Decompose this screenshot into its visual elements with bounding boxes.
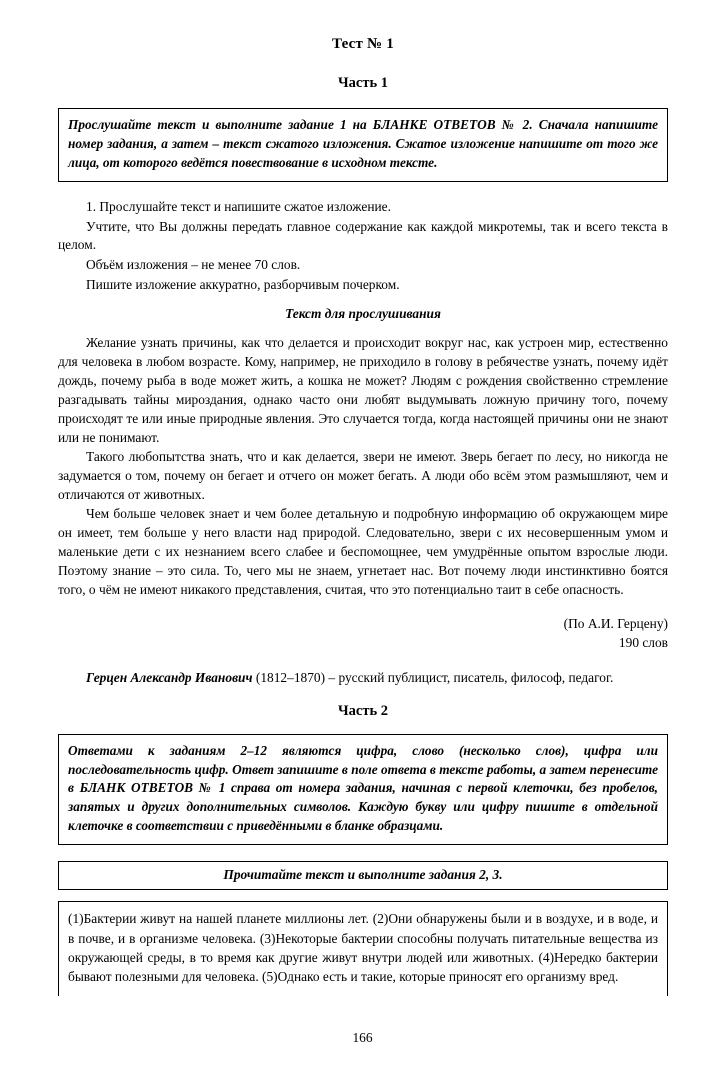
task1-line-1: 1. Прослушайте текст и напишите сжатое изложение. [86,198,391,214]
task1-line-2: Учтите, что Вы должны передать главное содержание как каждой микротемы, так и всего текста в целом. [58,218,668,253]
word-count: 190 слов [618,634,668,650]
author-note [58,668,668,687]
source-attribution: (По А.И. Герцену) [563,615,668,631]
part1-heading: Часть 1 [338,75,388,91]
reading-passage: (1)Бактерии живут на нашей планете миллионы лет. (2)Они обнаружены были и в воздухе, и в воде, и в почве, и в организме человека. (3)Некоторые бактерии способны получать питательные вещества из окружающей среды, в то время как другие живут внутри людей или животных. (4)Нередко бактерии бывают полезными для человека. (5)Однако есть и такие, которые приносят его организму вред. [58,901,668,996]
page-title: Тест № 1 [332,36,394,52]
read-instruction-box: Прочитайте текст и выполните задания 2, 3. [58,861,668,890]
part1-instruction-box: Прослушайте текст и выполните задание 1 на БЛАНКЕ ОТВЕТОВ № 2. Сначала напишите номер задания, а затем – текст сжатого изложения. Сжатое изложение напишите от того же лица, от которого ведётся повествование в исходном тексте. [58,108,668,182]
listening-text-heading: Текст для прослушивания [285,306,441,322]
part2-heading: Часть 2 [338,702,388,719]
listening-paragraph-3: Чем больше человек знает и чем более детальную и подробную информацию об окружающем мире он имеет, тем больше у него власти над природой. Следовательно, звери с их несовершенным умом и маленькие дети с их незнанием всего слабее и беспомощнее, чем умудрённые опытом взрослые люди. Поэтому знание – это сила. То, чего мы не знаем, угнетает нас. Вот почему люди инстинктивно боятся того, о чём не имеют никакого представления, считая, что это потенциально таит в себе опасность. [58,505,668,597]
listening-paragraph-2: Такого любопытства знать, что и как делается, звери не имеют. Зверь бегает по лесу, но никогда не задумается о том, почему он бегает и отчего он может бегать. А люди обо всём этом размышляют, чем и отличаются от животных. [58,448,668,502]
task1-line-3: Объём изложения – не менее 70 слов. [86,257,301,273]
page-content [58,36,668,996]
part2-instruction-box: Ответами к заданиям 2–12 являются цифра, слово (несколько слов), цифра или последовательность цифр. Ответ запишите в поле ответа в тексте работы, а затем перенесите в БЛАНК ОТВЕТОВ № 1 справа от номера задания, начиная с первой клеточки, без пробелов, запятых и других дополнительных символов. Каждую букву или цифру пишите в отдельной клеточке в соответствии с приведёнными в бланке образцами. [58,734,668,845]
task1-line-4: Пишите изложение аккуратно, разборчивым почерком. [86,277,400,293]
author-note-name: Герцен Александр Иванович [86,669,253,685]
page-number: 166 [352,1030,373,1045]
author-note-rest: (1812–1870) – русский публицист, писатель, философ, педагог. [252,669,614,685]
listening-text [58,334,668,600]
listening-paragraph-1: Желание узнать причины, как что делается и происходит вокруг нас, как устроен мир, естественно для человека в любом возрасте. Кому, например, не приходило в голову в ребячестве узнать, почему идёт дождь, почему рыба в воде может жить, а кошка не может? Людям с рождения свойственно стремление разгадывать тайны мироздания, однако часто они любят выдумывать ложную причину того, почему происходят те или иные природные явления. Это случается тогда, когда настоящей причины они не знают или не понимают. [58,335,668,445]
